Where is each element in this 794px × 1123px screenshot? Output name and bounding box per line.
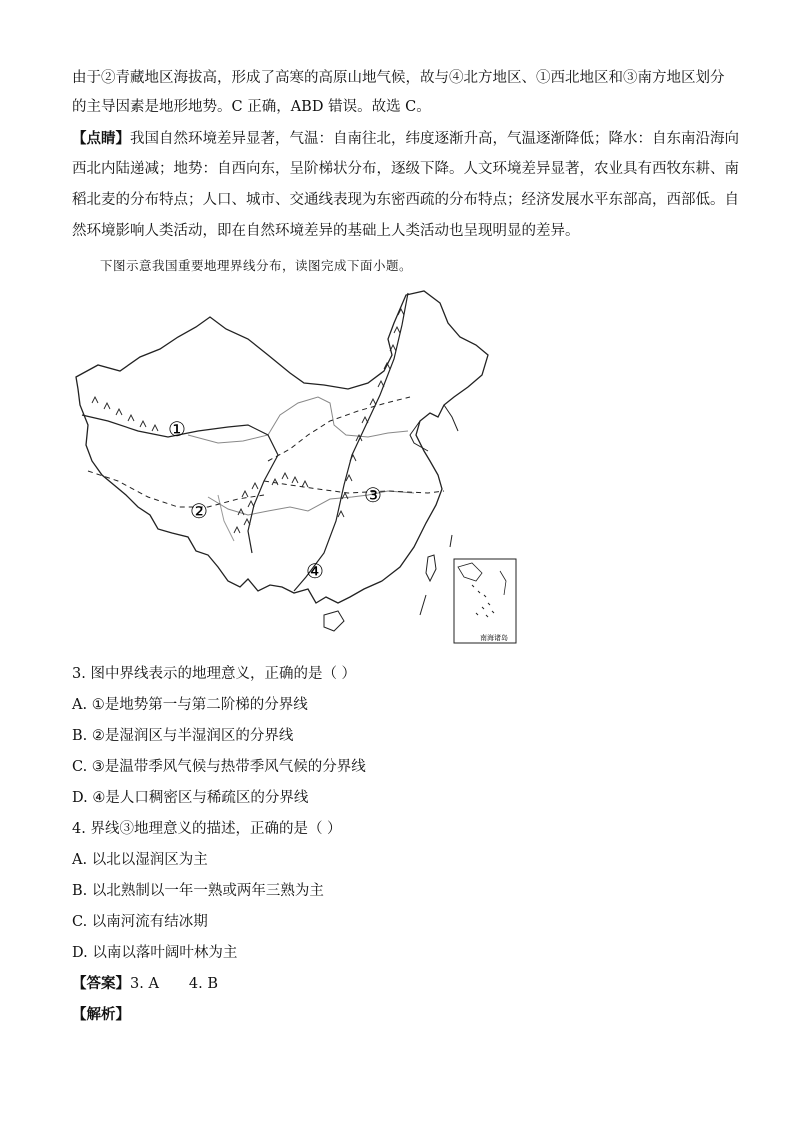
q4-option-c: C. 以南河流有结冰期 [72, 914, 208, 930]
yangtze-river [208, 491, 414, 515]
hainan-outline [324, 611, 344, 631]
explanation-line-1: 由于②青藏地区海拔高，形成了高寒的高原山地气候，故与④北方地区、①西北地区和③南方地区划分 [72, 70, 725, 86]
q4-option-d: D. 以南以落叶阔叶林为主 [72, 945, 238, 961]
tip-line-3: 稻北麦的分布特点；人口、城市、交通线表现为东密西疏的分布特点；经济发展水平东部高，西部低。自 [72, 192, 739, 208]
taiwan-outline [426, 555, 436, 581]
dashed-line-2 [88, 471, 264, 507]
answer-line [72, 972, 218, 993]
answer-q4: 4. B [188, 976, 219, 992]
tip-line-4: 然环境影响人类活动，即在自然环境差异的基础上人类活动也呈现明显的差异。 [72, 223, 580, 239]
explanation-line-2: 的主导因素是地形地势。C 正确，ABD 错误。故选 C。 [72, 99, 431, 115]
dashed-line-3 [264, 481, 444, 493]
china-boundary-map [68, 285, 528, 650]
analysis-label: 【解析】 [72, 1006, 130, 1023]
tip-label: 【点睛】 [72, 130, 130, 147]
label-1: ① [168, 417, 186, 441]
label-2: ② [190, 499, 208, 523]
q3-option-d: D. ④是人口稠密区与稀疏区的分界线 [72, 790, 309, 806]
country-outline [76, 291, 488, 603]
tip-line-2: 西北内陆递减；地势：自西向东，呈阶梯状分布，逐级下降。人文环境差异显著，农业具有西牧东耕、南 [72, 161, 739, 177]
answer-label: 【答案】 [72, 975, 130, 992]
q4-option-b: B. 以北熟制以一年一熟或两年三熟为主 [72, 883, 324, 899]
q4-stem: 4. 界线③地理意义的描述，正确的是（ ） [72, 821, 342, 837]
tip-line-1 [72, 128, 739, 150]
tip-text-1: 我国自然环境差异显著，气温：自南往北，纬度逐渐升高，气温逐渐降低；降水：自东南沿海向 [130, 131, 739, 147]
south-china-sea-inset [454, 559, 516, 643]
label-4: ④ [306, 559, 324, 583]
answer-q3: 3. A [130, 976, 159, 992]
q3-option-c: C. ③是温带季风气候与热带季风气候的分界线 [72, 759, 366, 775]
q4-option-a: A. 以北以湿润区为主 [72, 852, 208, 868]
label-3: ③ [364, 483, 382, 507]
map-intro: 下图示意我国重要地理界线分布，读图完成下面小题。 [100, 258, 413, 273]
q3-option-a: A. ①是地势第一与第二阶梯的分界线 [72, 697, 308, 713]
inset-label: 南海诸岛 [480, 634, 508, 642]
boundary-line-4 [294, 293, 408, 591]
q3-option-b: B. ②是湿润区与半湿润区的分界线 [72, 728, 294, 744]
q3-stem: 3. 图中界线表示的地理意义，正确的是（ ） [72, 666, 357, 682]
